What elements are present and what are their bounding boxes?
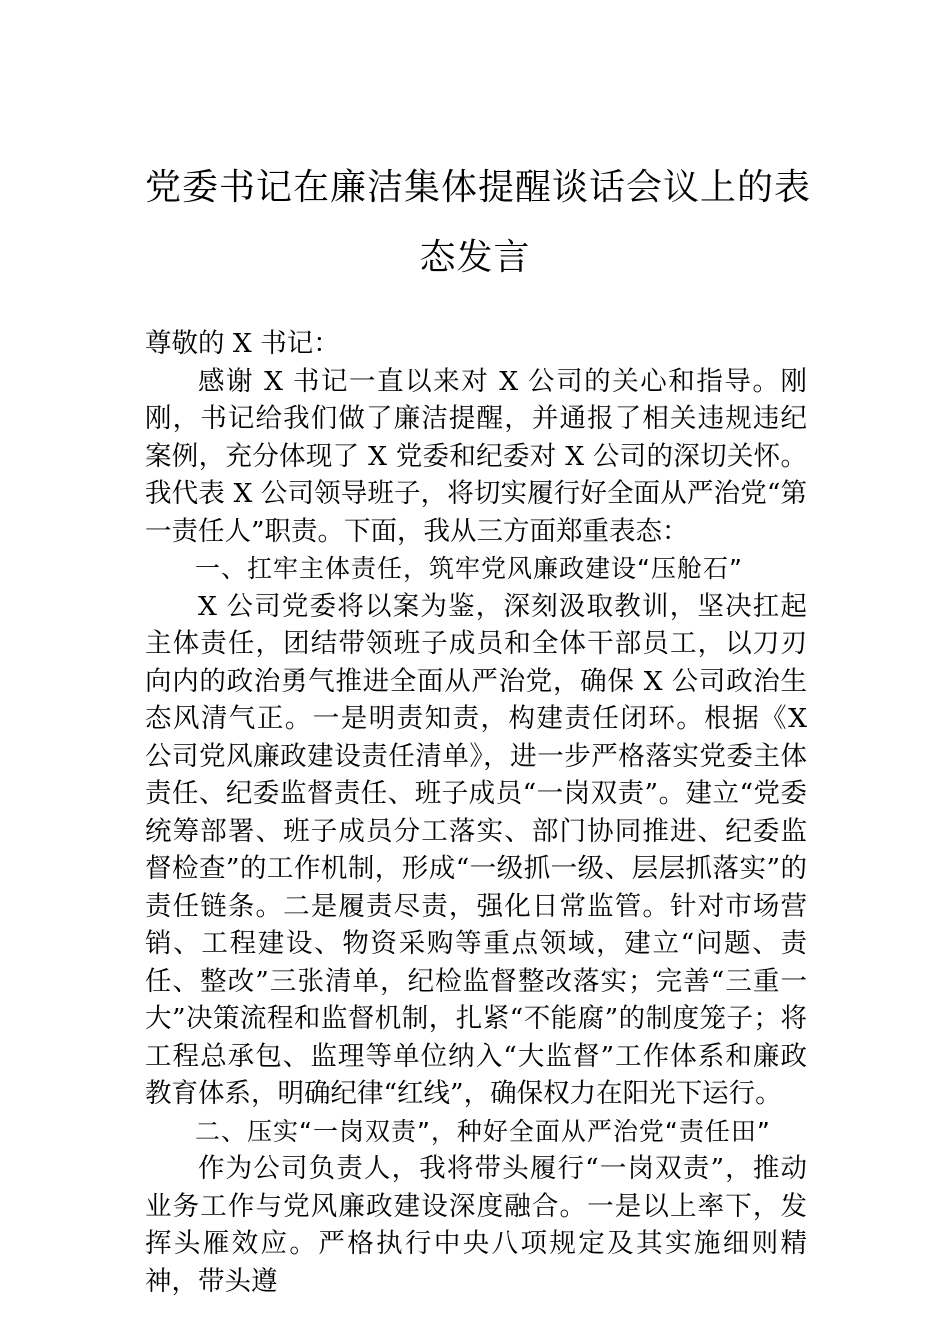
document-title-line-1: 党委书记在廉洁集体提醒谈话会议上的表 bbox=[145, 167, 812, 208]
document-title-line-2: 态发言 bbox=[419, 237, 531, 278]
section-heading-2: 二、压实“一岗双责”，种好全面从严治党“责任田” bbox=[195, 1116, 771, 1146]
paragraph-section-2: 作为公司负责人，我将带头履行“一岗双责”，推动业务工作与党风廉政建设深度融合。一是以上率下，发挥头雁效应。严格执行中央八项规定及其实施细则精神，带头遵 bbox=[145, 1153, 807, 1297]
paragraph-intro: 感谢 X 书记一直以来对 X 公司的关心和指导。刚刚，书记给我们做了廉洁提醒，并通报了相关违规违纪案例，充分体现了 X 党委和纪委对 X 公司的深切关怀。我代表 X 公司领导班子，将切实履行好全面从严治党“第一责任人”职责。下面，我从三方面郑重表态： bbox=[145, 365, 807, 547]
section-heading-1: 一、扛牢主体责任，筑牢党风廉政建设“压舱石” bbox=[195, 554, 743, 583]
paragraph-section-1: X 公司党委将以案为鉴，深刻汲取教训，坚决扛起主体责任，团结带领班子成员和全体干部员工，以刀刃向内的政治勇气推进全面从严治党，确保 X 公司政治生态风清气正。一是明责知责，构建责任闭环。根据《X 公司党风廉政建设责任清单》，进一步严格落实党委主体责任、纪委监督责任、班子成员“一岗双责”。建立“党委统筹部署、班子成员分工落实、部门协同推进、纪委监督检查”的工作机制，形成“一级抓一级、层层抓落实”的责任链条。二是履责尽责，强化日常监管。针对市场营销、工程建设、物资采购等重点领域，建立“问题、责任、整改”三张清单，纪检监督整改落实；完善“三重一大”决策流程和监督机制，扎紧“不能腐”的制度笼子；将工程总承包、监理等单位纳入“大监督”工作体系和廉政教育体系，明确纪律“红线”，确保权力在阳光下运行。 bbox=[145, 590, 807, 1109]
salutation: 尊敬的 X 书记： bbox=[145, 328, 340, 359]
document-body bbox=[145, 325, 807, 1300]
